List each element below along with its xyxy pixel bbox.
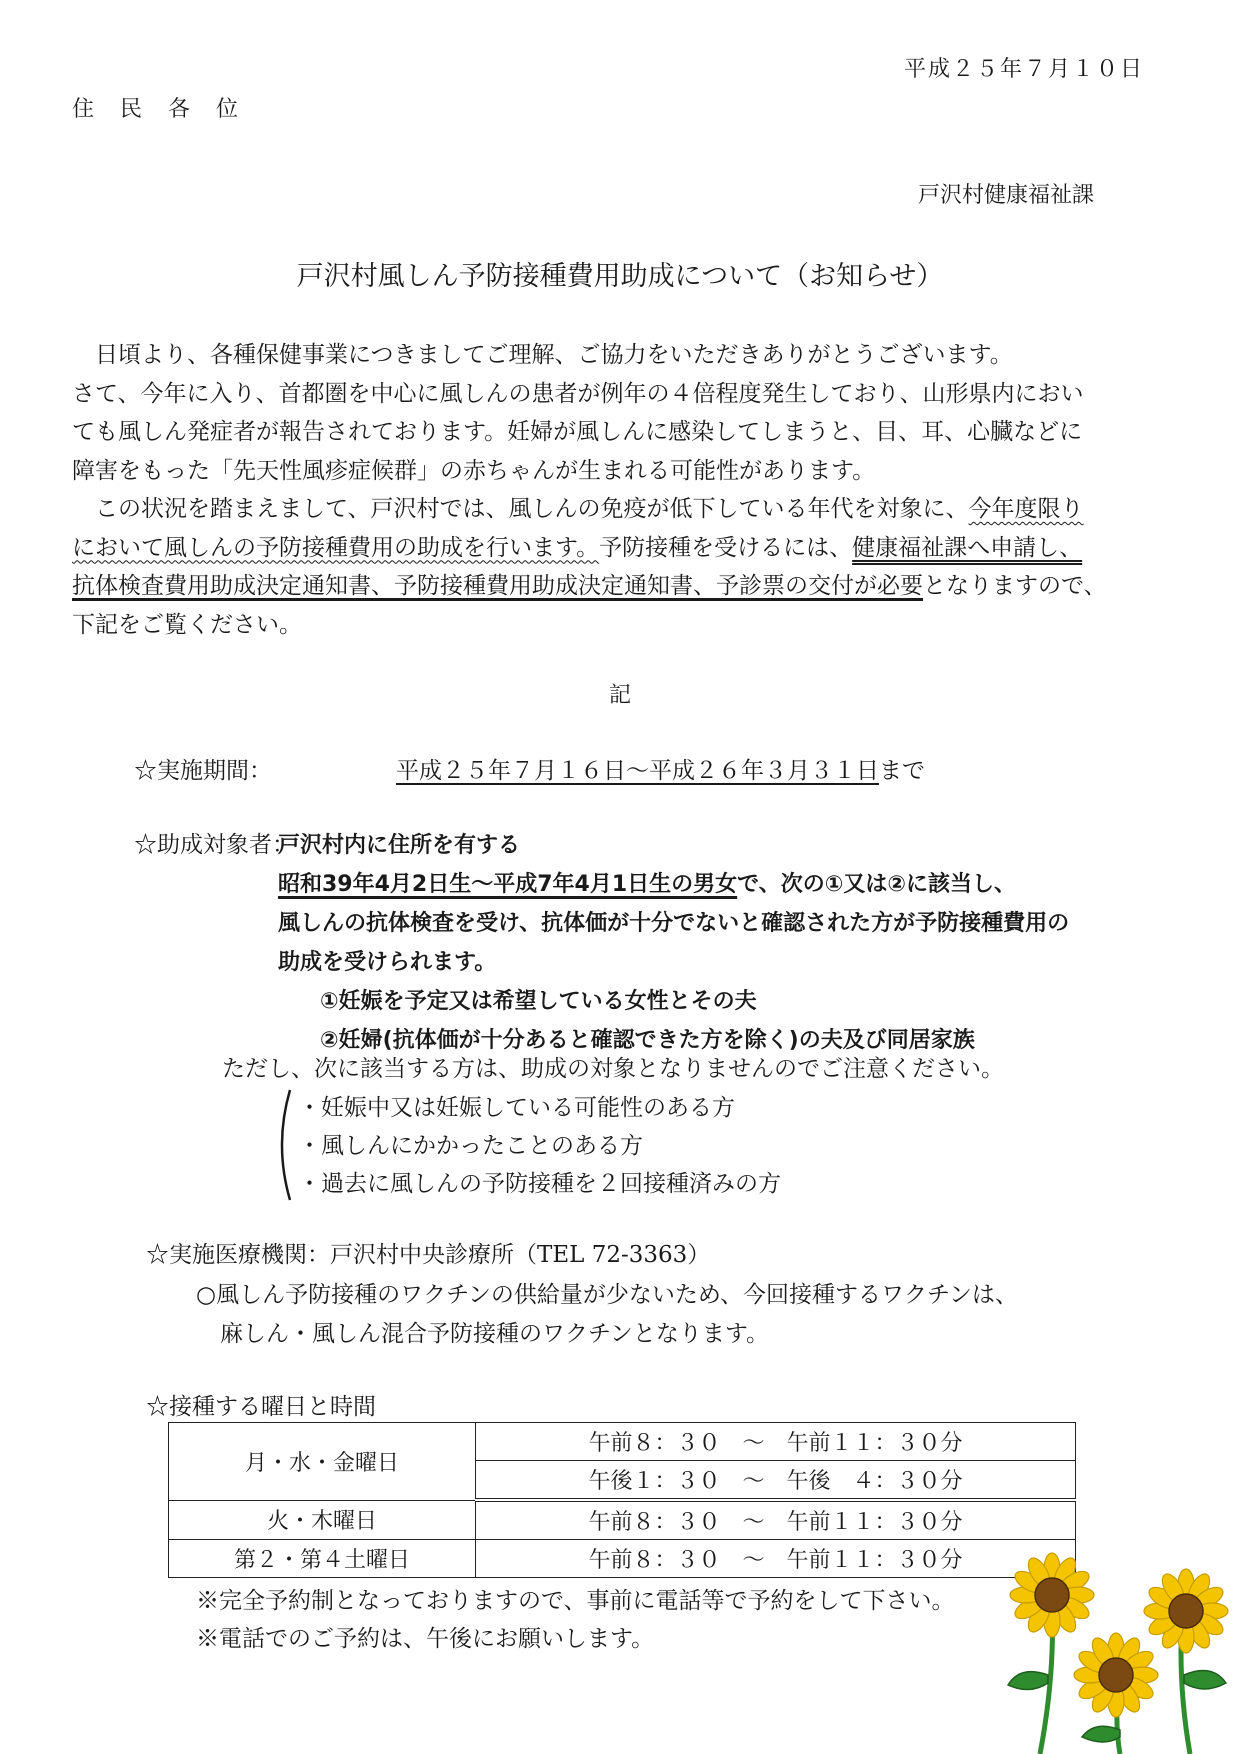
time-cell: 午前８：３０ ～ 午前１１：３０分 [476,1500,1076,1540]
intro-paragraph [72,336,1182,644]
target-label: ☆助成対象者： [134,832,295,858]
time-cell: 午前８：３０ ～ 午前１１：３０分 [476,1540,1076,1578]
vaccine-note-line: ○風しん予防接種のワクチンの供給量が少ないため、今回接種するワクチンは、 [196,1282,1018,1308]
vaccine-note-line: 麻しん・風しん混合予防接種のワクチンとなります。 [220,1321,770,1347]
day-cell: 火・木曜日 [169,1500,476,1540]
exception-item: ・過去に風しんの予防接種を２回接種済みの方 [298,1171,781,1197]
vaccine-note [196,1276,1018,1354]
reservation-note: ※完全予約制となっておりますので、事前に電話等で予約をして下さい。 [196,1588,955,1614]
target-line: 風しんの抗体検査を受け、抗体価が十分でないと確認された方が予防接種費用の [278,911,1070,936]
phone-note: ※電話でのご予約は、午後にお願いします。 [196,1626,655,1652]
condition-2: ②妊婦(抗体価が十分あると確認できた方を除く)の夫及び同居家族 [320,1028,975,1053]
table-row [169,1540,1076,1578]
addressee: 住民各位 [72,97,265,122]
table-row [169,1423,1076,1461]
document-title: 戸沢村風しん予防接種費用助成について（お知らせ） [296,261,944,292]
issuer: 戸沢村健康福祉課 [917,183,1094,208]
document-date: 平成２５年７月１０日 [903,57,1144,82]
intro-line: 日頃より、各種保健事業につきましてご理解、ご協力をいただきありがとうございます。 [95,342,1013,368]
target-line: 助成を受けられます。 [278,950,497,975]
sunflower-illustration-icon [1000,1525,1240,1754]
left-bracket-icon [272,1088,292,1202]
table-row [169,1500,1076,1540]
intro-line: ても風しん発症者が報告されております。妊婦が風しんに感染してしまうと、目、耳、心臓などに [72,419,1083,445]
target-description [278,826,1069,1060]
intro-line: さて、今年に入り、首都圏を中心に風しんの患者が例年の４倍程度発生しており、山形県内におい [72,380,1084,407]
schedule-table [168,1422,1076,1578]
day-cell: 第２・第４土曜日 [169,1540,476,1578]
time-cell: 午後１：３０ ～ 午後 ４：３０分 [476,1461,1076,1501]
condition-1: ①妊娠を予定又は希望している女性とその夫 [320,989,757,1014]
exception-item: ・妊娠中又は妊娠している可能性のある方 [298,1095,735,1121]
ki-heading: 記 [608,683,631,708]
intro-line: この状況を踏まえまして、戸沢村では、風しんの免疫が低下している年代を対象に、今年度限り [95,496,1084,522]
day-cell: 月・水・金曜日 [169,1423,476,1501]
intro-line: 抗体検査費用助成決定通知書、予防接種費用助成決定通知書、予診票の交付が必要となりますので、 [72,573,1107,599]
facility-info: ☆実施医療機関：戸沢村中央診療所（TEL 72-3363） [146,1242,711,1268]
period-value: 平成２５年７月１６日～平成２６年３月３１日まで [396,758,925,784]
target-line: 戸沢村内に住所を有する [278,833,521,858]
intro-line: 障害をもった「先天性風疹症候群」の赤ちゃんが生まれる可能性があります。 [72,457,876,484]
intro-line: 下記をご覧ください。 [72,611,302,638]
intro-line: において風しんの予防接種費用の助成を行います。予防接種を受けるには、健康福祉課へ申請し、 [72,534,1083,561]
exception-item: ・風しんにかかったことのある方 [298,1133,643,1159]
period-label: ☆実施期間： [134,758,272,784]
schedule-label: ☆接種する曜日と時間 [146,1394,376,1420]
exceptions-heading: ただし、次に該当する方は、助成の対象となりませんのでご注意ください。 [222,1056,1004,1082]
time-cell: 午前８：３０ ～ 午前１１：３０分 [476,1423,1076,1461]
exceptions-list [298,1089,781,1203]
target-line: 昭和39年4月2日生～平成7年4月1日生の男女で、次の①又は②に該当し、 [278,872,1016,897]
